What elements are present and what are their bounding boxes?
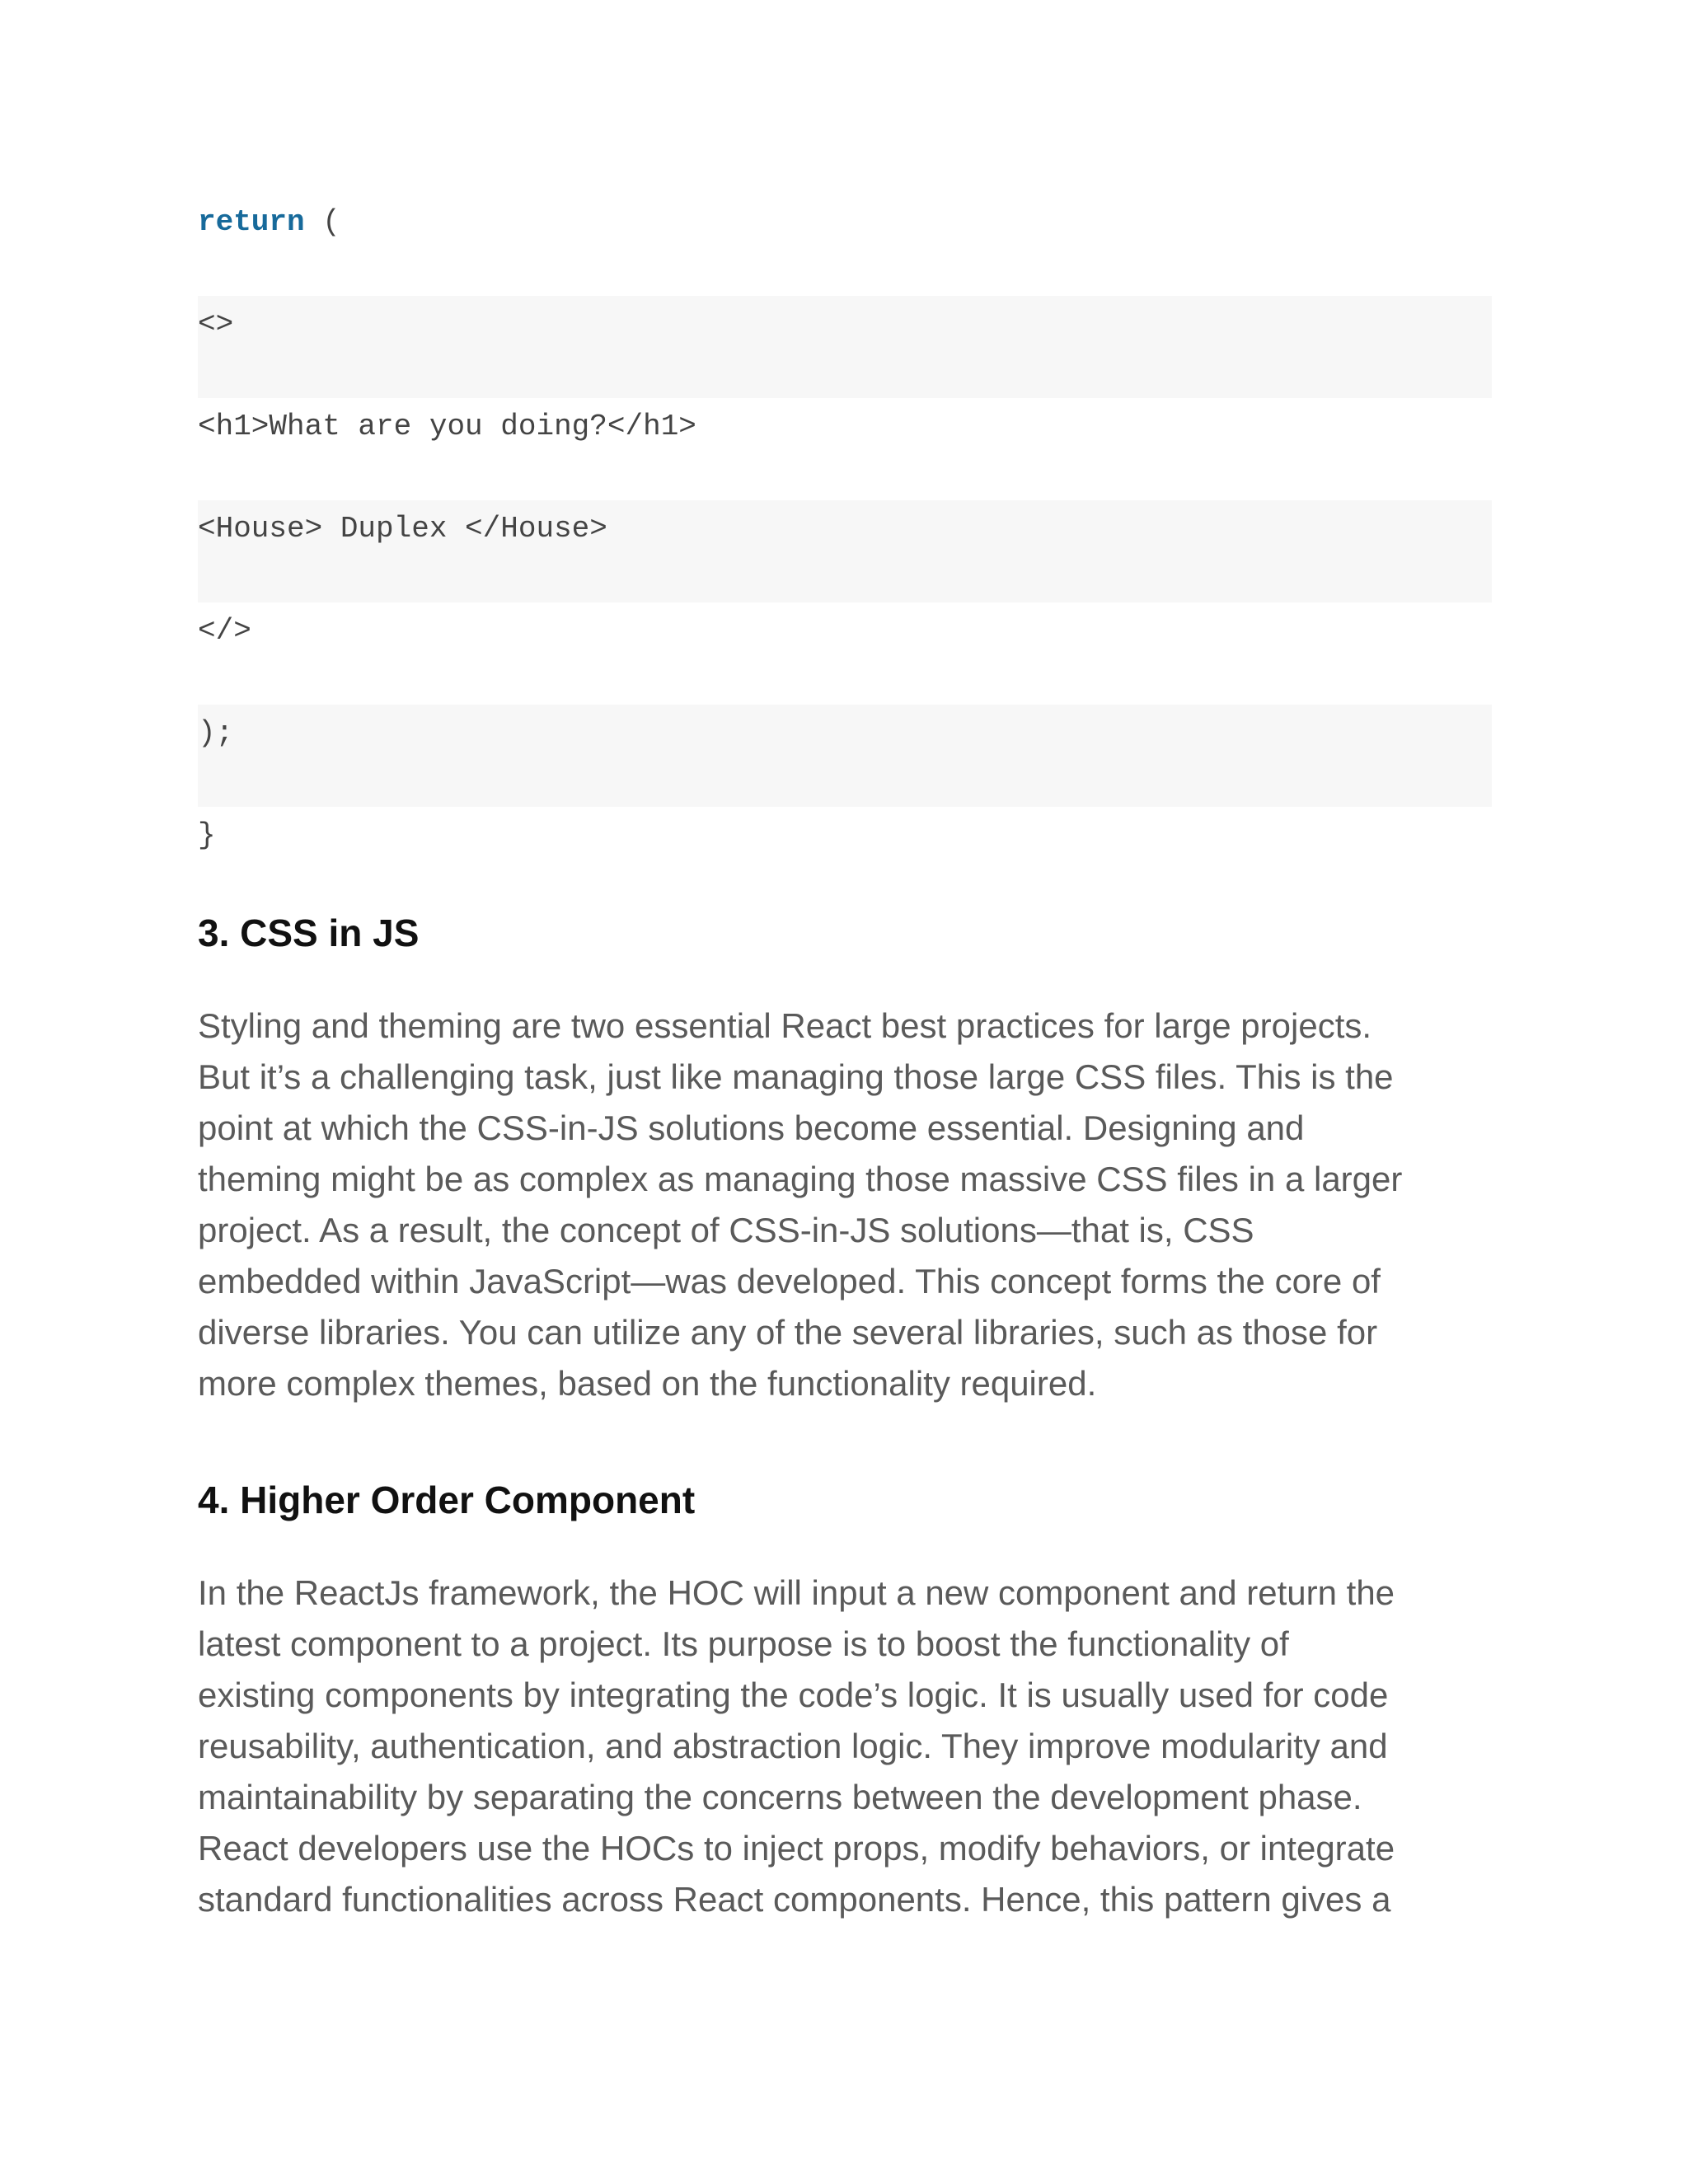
paragraph-line: embedded within JavaScript—was developed. This concept forms the core of	[198, 1262, 1381, 1301]
code-line	[198, 398, 1492, 500]
paragraph-line: reusability, authentication, and abstraction logic. They improve modularity and	[198, 1727, 1388, 1765]
code-line	[198, 194, 1492, 296]
code-text: (	[304, 205, 340, 239]
code-line	[198, 602, 1492, 705]
code-line	[198, 705, 1492, 807]
paragraph-line: existing components by integrating the code’s logic. It is usually used for code	[198, 1675, 1389, 1714]
code-text: );	[198, 716, 234, 750]
paragraph-line: point at which the CSS-in-JS solutions become essential. Designing and	[198, 1108, 1305, 1147]
paragraph-line: maintainability by separating the concerns between the development phase.	[198, 1778, 1362, 1816]
paragraph-line: React developers use the HOCs to inject props, modify behaviors, or integrate	[198, 1829, 1395, 1868]
code-line	[198, 807, 1492, 909]
paragraph-line: Styling and theming are two essential React best practices for large projects.	[198, 1006, 1372, 1045]
section-paragraph-higher-order-component	[198, 1568, 1500, 1925]
section-paragraph-css-in-js	[198, 1001, 1500, 1409]
code-text: <h1>What are you doing?</h1>	[198, 410, 696, 443]
section-heading-higher-order-component: 4. Higher Order Component	[198, 1479, 696, 1521]
code-text: <House> Duplex </House>	[198, 512, 607, 546]
code-line	[198, 296, 1492, 398]
code-line	[198, 500, 1492, 602]
code-keyword: return	[198, 205, 305, 239]
paragraph-line: project. As a result, the concept of CSS-in-JS solutions—that is, CSS	[198, 1211, 1254, 1249]
paragraph-line: theming might be as complex as managing those massive CSS files in a larger	[198, 1160, 1403, 1198]
code-text: <>	[198, 307, 234, 341]
code-text: </>	[198, 614, 251, 648]
code-text: }	[198, 818, 216, 852]
paragraph-line: In the ReactJs framework, the HOC will input a new component and return the	[198, 1573, 1395, 1612]
paragraph-line: latest component to a project. Its purpose is to boost the functionality of	[198, 1624, 1289, 1663]
paragraph-line: But it’s a challenging task, just like managing those large CSS files. This is the	[198, 1057, 1394, 1096]
paragraph-line: standard functionalities across React components. Hence, this pattern gives a	[198, 1880, 1391, 1919]
section-heading-css-in-js: 3. CSS in JS	[198, 912, 420, 954]
paragraph-line: diverse libraries. You can utilize any of the several libraries, such as those for	[198, 1313, 1378, 1352]
paragraph-line: more complex themes, based on the functionality required.	[198, 1364, 1097, 1403]
